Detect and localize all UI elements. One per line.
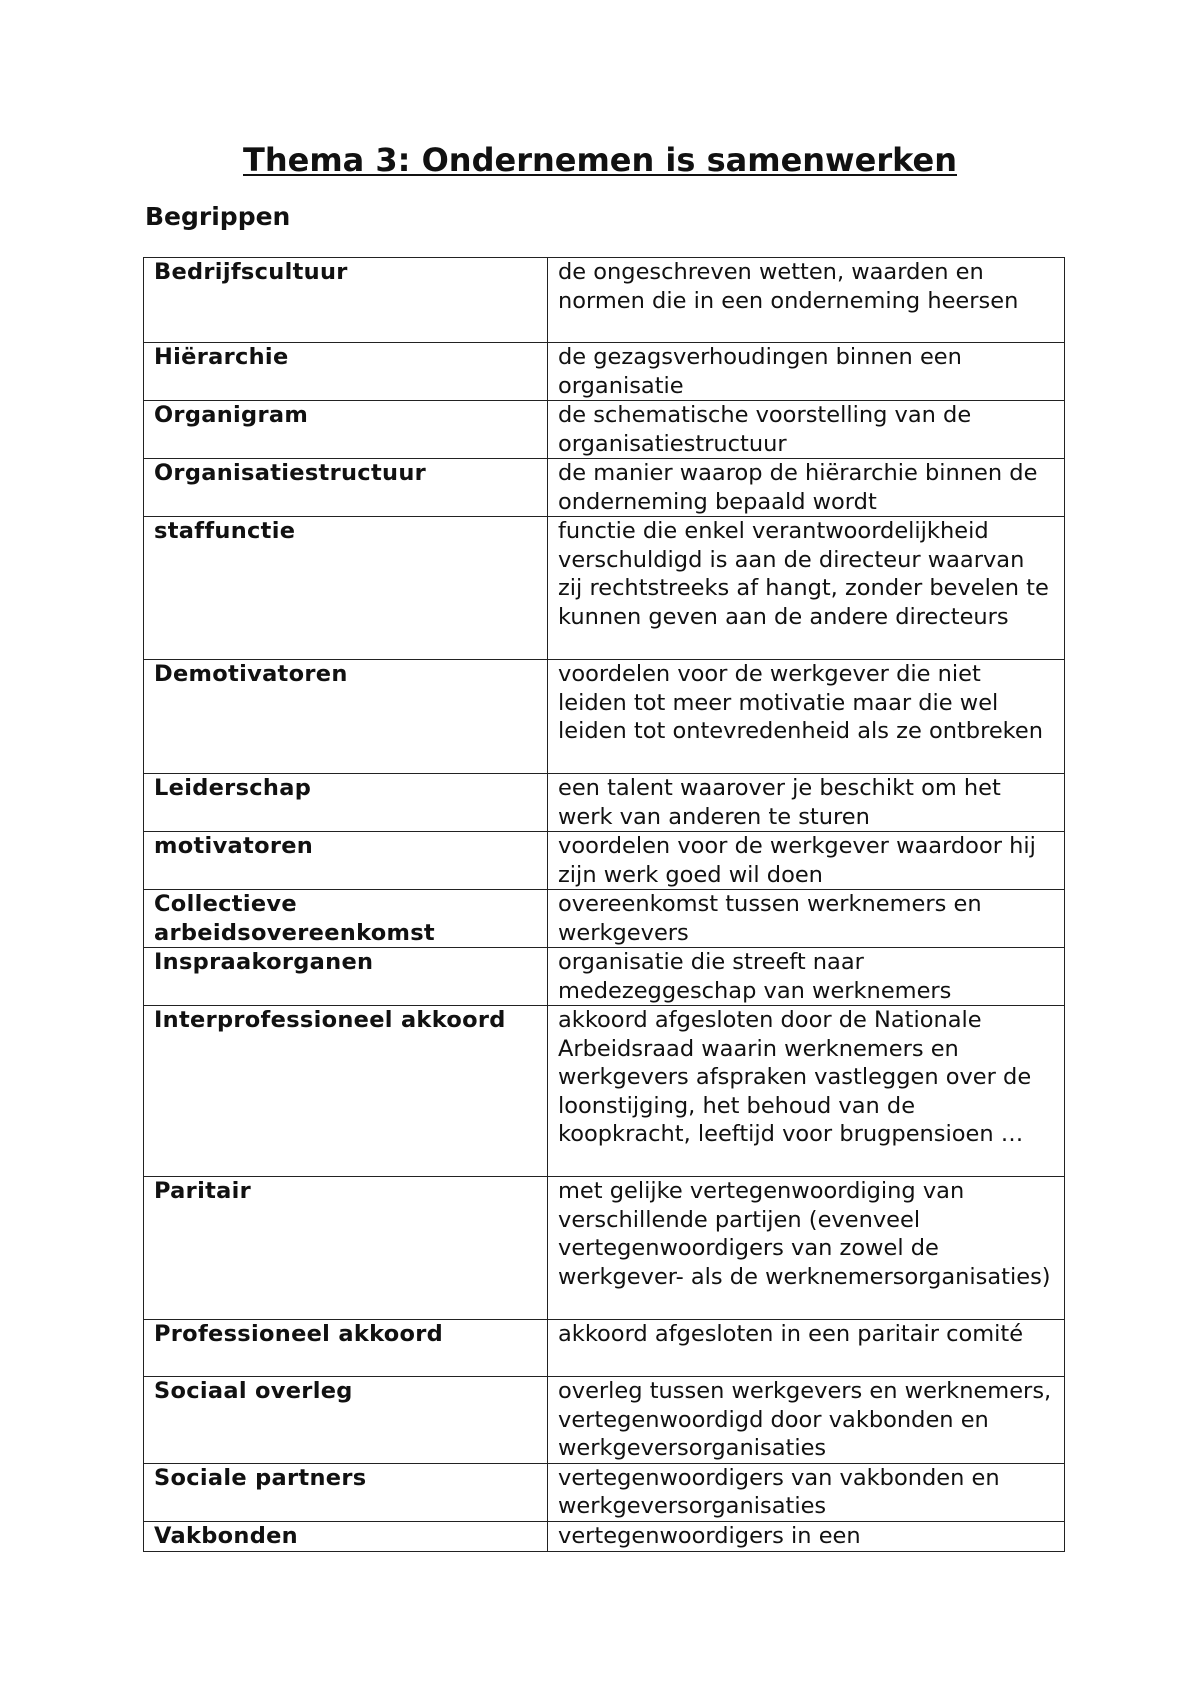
term-cell: Organigram <box>144 401 548 459</box>
table-row <box>144 401 1065 459</box>
definition-cell: vertegenwoordigers van vakbonden en werkgeversorganisaties <box>548 1463 1065 1521</box>
term-cell: Professioneel akkoord <box>144 1320 548 1377</box>
section-heading: Begrippen <box>145 202 291 231</box>
term-cell: Paritair <box>144 1177 548 1320</box>
definition-cell: akkoord afgesloten in een paritair comité <box>548 1320 1065 1377</box>
definition-cell: overeenkomst tussen werknemers en werkgevers <box>548 890 1065 948</box>
term-cell: Vakbonden <box>144 1521 548 1551</box>
term-cell: Sociaal overleg <box>144 1377 548 1464</box>
table-row <box>144 774 1065 832</box>
definition-cell: functie die enkel verantwoordelijkheid verschuldigd is aan de directeur waarvan zij rechtstreeks af hangt, zonder bevelen te kunnen geven aan de andere directeurs <box>548 517 1065 660</box>
table-row <box>144 343 1065 401</box>
table-row <box>144 517 1065 660</box>
table-row <box>144 1377 1065 1464</box>
table-row <box>144 1177 1065 1320</box>
term-cell: staffunctie <box>144 517 548 660</box>
term-cell: Organisatiestructuur <box>144 459 548 517</box>
table-row <box>144 948 1065 1006</box>
definition-cell: vertegenwoordigers in een <box>548 1521 1065 1551</box>
definition-cell: organisatie die streeft naar medezeggeschap van werknemers <box>548 948 1065 1006</box>
terms-table <box>143 257 1065 1552</box>
definition-cell: voordelen voor de werkgever die niet leiden tot meer motivatie maar die wel leiden tot ontevredenheid als ze ontbreken <box>548 660 1065 774</box>
term-cell: Collectieve arbeidsovereenkomst <box>144 890 548 948</box>
definition-cell: overleg tussen werkgevers en werknemers, vertegenwoordigd door vakbonden en werkgeversorganisaties <box>548 1377 1065 1464</box>
term-cell: Sociale partners <box>144 1463 548 1521</box>
table-row <box>144 1006 1065 1177</box>
table-row <box>144 258 1065 343</box>
term-cell: motivatoren <box>144 832 548 890</box>
definition-cell: een talent waarover je beschikt om het werk van anderen te sturen <box>548 774 1065 832</box>
table-row <box>144 1463 1065 1521</box>
term-cell: Inspraakorganen <box>144 948 548 1006</box>
term-cell: Hiërarchie <box>144 343 548 401</box>
table-row <box>144 660 1065 774</box>
table-row <box>144 1521 1065 1551</box>
definition-cell: de gezagsverhoudingen binnen een organisatie <box>548 343 1065 401</box>
table-row <box>144 832 1065 890</box>
definition-cell: de manier waarop de hiërarchie binnen de onderneming bepaald wordt <box>548 459 1065 517</box>
definition-cell: de schematische voorstelling van de organisatiestructuur <box>548 401 1065 459</box>
term-cell: Bedrijfscultuur <box>144 258 548 343</box>
table-row <box>144 1320 1065 1377</box>
definition-cell: de ongeschreven wetten, waarden en normen die in een onderneming heersen <box>548 258 1065 343</box>
definition-cell: akkoord afgesloten door de Nationale Arbeidsraad waarin werknemers en werkgevers afspraken vastleggen over de loonstijging, het behoud van de koopkracht, leeftijd voor brugpensioen … <box>548 1006 1065 1177</box>
definition-cell: voordelen voor de werkgever waardoor hij zijn werk goed wil doen <box>548 832 1065 890</box>
term-cell: Leiderschap <box>144 774 548 832</box>
page-title: Thema 3: Ondernemen is samenwerken <box>243 141 957 179</box>
table-row <box>144 459 1065 517</box>
term-cell: Interprofessioneel akkoord <box>144 1006 548 1177</box>
term-cell: Demotivatoren <box>144 660 548 774</box>
definition-cell: met gelijke vertegenwoordiging van verschillende partijen (evenveel vertegenwoordigers van zowel de werkgever- als de werknemersorganisaties) <box>548 1177 1065 1320</box>
table-row <box>144 890 1065 948</box>
